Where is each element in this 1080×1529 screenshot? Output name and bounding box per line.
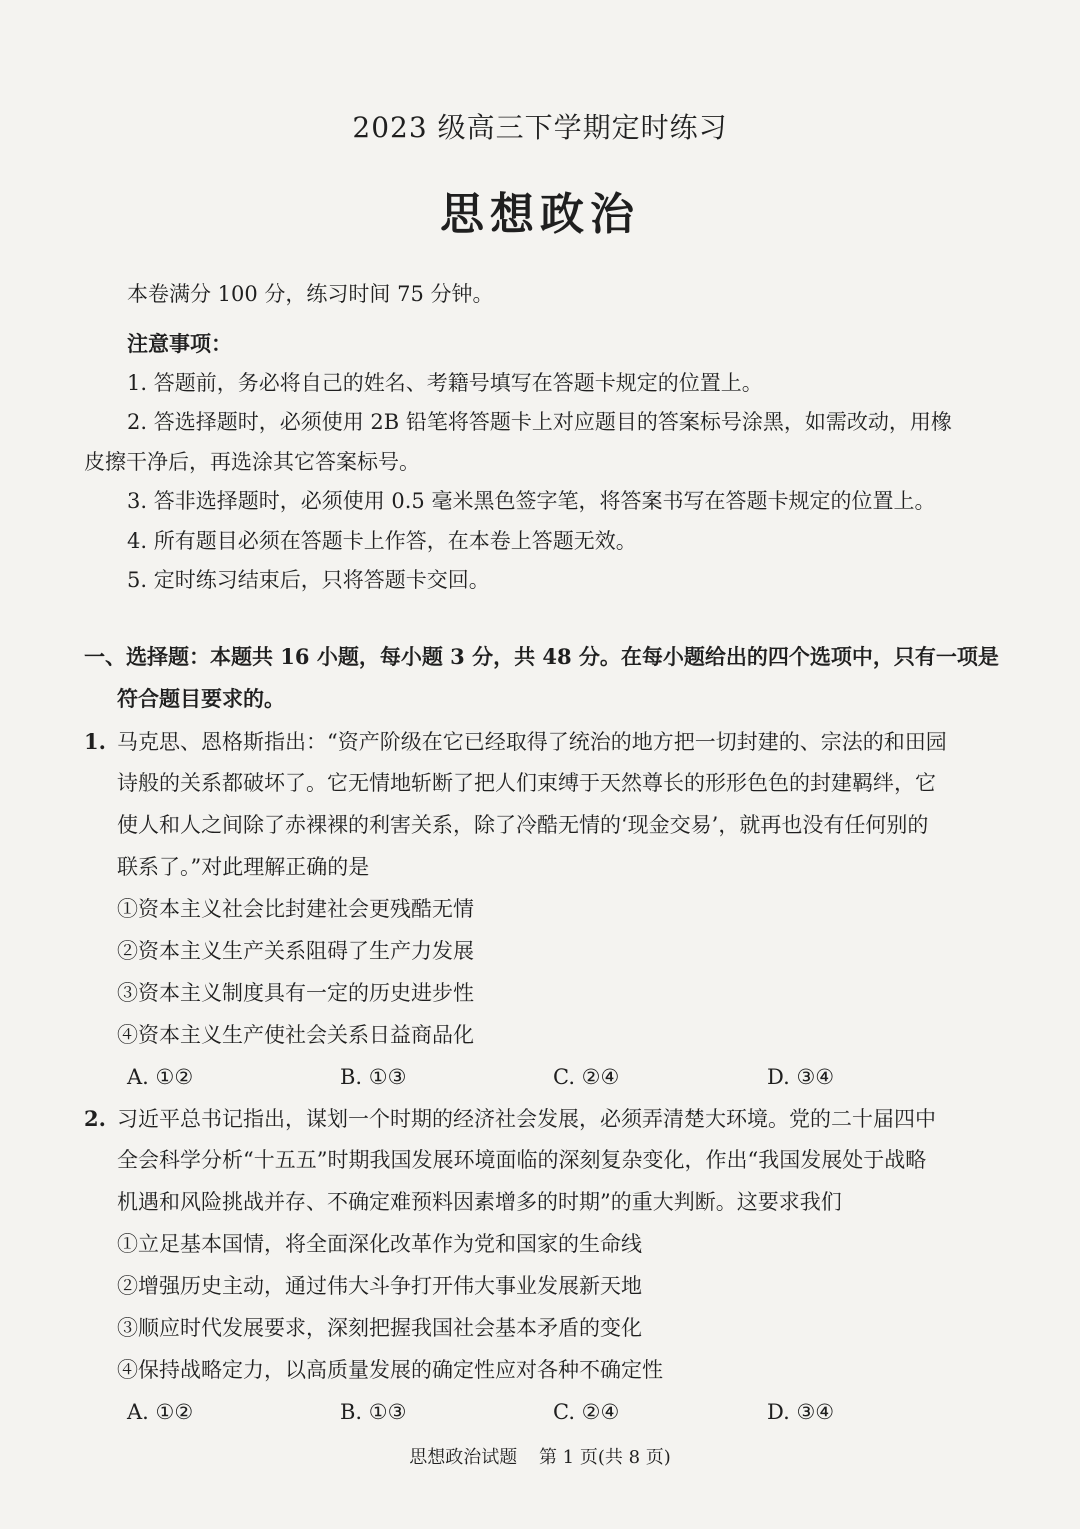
note-item: 4. 所有题目必须在答题卡上作答，在本卷上答题无效。 <box>127 529 637 553</box>
answer-choice-a: A. ①② <box>127 1065 194 1089</box>
page-footer <box>0 1443 1080 1469</box>
answer-choice-d: D. ③④ <box>767 1065 835 1089</box>
answer-choice-c: C. ②④ <box>553 1065 620 1089</box>
note-item-continued: 皮擦干净后，再选涂其它答案标号。 <box>84 450 420 474</box>
question-stem: 全会科学分析“十五五”时期我国发展环境面临的深刻复杂变化，作出“我国发展处于战略 <box>117 1148 927 1172</box>
question-number: 1. <box>84 729 106 754</box>
question-stem: 使人和人之间除了赤裸裸的利害关系，除了冷酷无情的‘现金交易’，就再也没有任何别的 <box>117 813 929 837</box>
intro-text: 本卷满分 100 分，练习时间 75 分钟。 <box>127 282 494 306</box>
question-stem: 联系了。”对此理解正确的是 <box>117 855 370 879</box>
question-number: 2. <box>84 1106 106 1131</box>
question-stem: 诗般的关系都破坏了。它无情地斩断了把人们束缚于天然尊长的形形色色的封建羁绊，它 <box>117 771 936 795</box>
exam-subtitle: 2023 级高三下学期定时练习 <box>352 111 728 144</box>
statement-option: ③顺应时代发展要求，深刻把握我国社会基本矛盾的变化 <box>117 1316 642 1340</box>
note-item: 5. 定时练习结束后，只将答题卡交回。 <box>127 568 490 592</box>
statement-option: ③资本主义制度具有一定的历史进步性 <box>117 981 474 1005</box>
answer-choice-d: D. ③④ <box>767 1400 835 1424</box>
statement-option: ④资本主义生产使社会关系日益商品化 <box>117 1023 474 1047</box>
note-item: 1. 答题前，务必将自己的姓名、考籍号填写在答题卡规定的位置上。 <box>127 371 763 395</box>
statement-option: ②增强历史主动，通过伟大斗争打开伟大事业发展新天地 <box>117 1274 642 1298</box>
footer-subject: 思想政治试题 <box>409 1447 518 1468</box>
exam-title: 思想政治 <box>440 189 640 240</box>
statement-option: ①资本主义社会比封建社会更残酷无情 <box>117 897 474 921</box>
note-item: 2. 答选择题时，必须使用 2B 铅笔将答题卡上对应题目的答案标号涂黑，如需改动，用橡 <box>127 410 952 434</box>
statement-option: ①立足基本国情，将全面深化改革作为党和国家的生命线 <box>117 1232 642 1256</box>
question-stem: 马克思、恩格斯指出：“资产阶级在它已经取得了统治的地方把一切封建的、宗法的和田园 <box>117 730 947 754</box>
statement-option: ④保持战略定力，以高质量发展的确定性应对各种不确定性 <box>117 1358 663 1382</box>
notes-heading: 注意事项： <box>127 331 232 356</box>
section-heading-continued: 符合题目要求的。 <box>117 686 285 711</box>
answer-choice-a: A. ①② <box>127 1400 194 1424</box>
question-stem: 习近平总书记指出，谋划一个时期的经济社会发展，必须弄清楚大环境。党的二十届四中 <box>117 1107 936 1131</box>
question-stem: 机遇和风险挑战并存、不确定难预料因素增多的时期”的重大判断。这要求我们 <box>117 1190 842 1214</box>
answer-choice-b: B. ①③ <box>340 1065 407 1089</box>
answer-choice-c: C. ②④ <box>553 1400 620 1424</box>
footer-page-number: 第 1 页(共 8 页) <box>538 1447 671 1468</box>
section-heading: 一、选择题：本题共 16 小题，每小题 3 分，共 48 分。在每小题给出的四个选项中，只有一项是 <box>84 644 999 669</box>
statement-option: ②资本主义生产关系阻碍了生产力发展 <box>117 939 474 963</box>
note-item: 3. 答非选择题时，必须使用 0.5 毫米黑色签字笔，将答案书写在答题卡规定的位置上。 <box>127 489 936 513</box>
answer-choice-b: B. ①③ <box>340 1400 407 1424</box>
